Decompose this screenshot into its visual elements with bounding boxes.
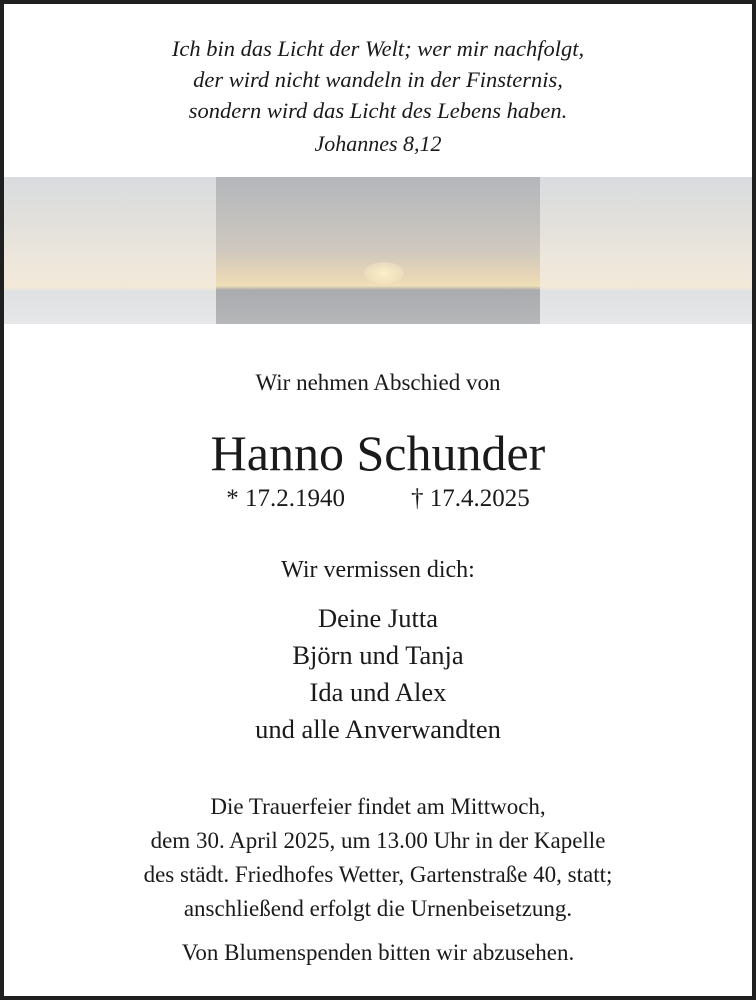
info-line: des städt. Friedhofes Wetter, Gartenstraße 40, statt; xyxy=(143,862,613,887)
sunset-sea-image xyxy=(4,177,752,324)
intro-text: Wir nehmen Abschied von xyxy=(255,370,501,395)
flowers-note: Von Blumenspenden bitten wir abzusehen. xyxy=(181,940,575,965)
info-line: Die Trauerfeier findet am Mittwoch, xyxy=(210,794,546,819)
birth-date: * 17.2.1940 xyxy=(226,485,345,512)
quote-reference: Johannes 8,12 xyxy=(314,131,442,156)
miss-text: Wir vermissen dich: xyxy=(281,557,475,583)
sunset-image-center xyxy=(216,177,540,324)
life-dates xyxy=(0,484,756,514)
family-member: Ida und Alex xyxy=(309,677,447,707)
sun-glow xyxy=(364,262,404,284)
deceased-name: Hanno Schunder xyxy=(210,425,546,481)
quote-line: Ich bin das Licht der Welt; wer mir nachfolgt, xyxy=(171,36,585,61)
death-date: † 17.4.2025 xyxy=(411,485,530,512)
family-member: Deine Jutta xyxy=(318,603,438,633)
family-list xyxy=(0,600,756,748)
family-member: und alle Anverwandten xyxy=(255,714,501,744)
info-line: anschließend erfolgt die Urnenbeisetzung. xyxy=(183,896,573,921)
bible-quote xyxy=(0,33,756,126)
funeral-info xyxy=(0,790,756,926)
info-line: dem 30. April 2025, um 13.00 Uhr in der Kapelle xyxy=(150,828,606,853)
quote-line: sondern wird das Licht des Lebens haben. xyxy=(188,98,568,123)
quote-line: der wird nicht wandeln in der Finsternis, xyxy=(193,67,563,92)
family-member: Björn und Tanja xyxy=(292,640,464,670)
